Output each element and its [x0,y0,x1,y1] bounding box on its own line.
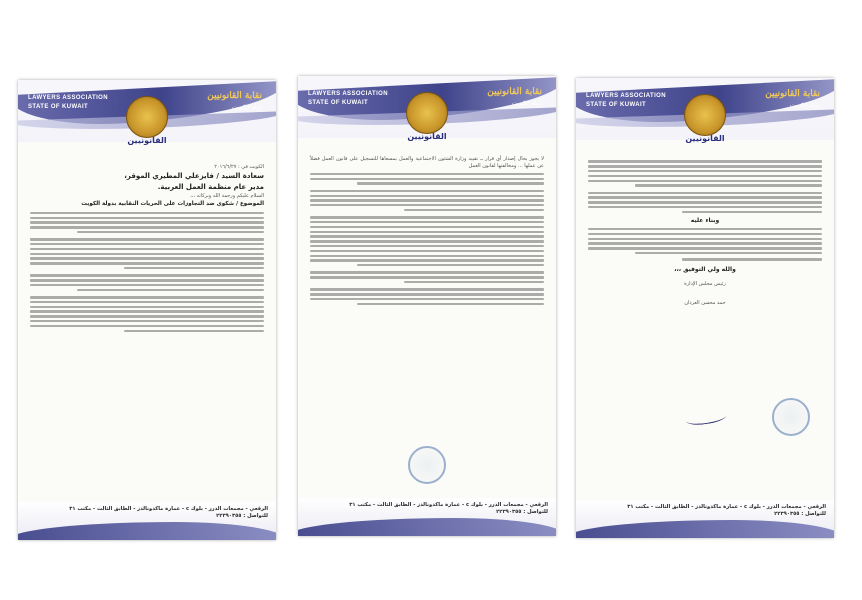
official-stamp-icon [408,446,446,484]
thanks-line: والله ولي التوفيق ،،، [674,265,736,273]
logo-text: القانونيين [685,134,725,143]
official-stamp-icon [772,398,810,436]
logo-text: القانونيين [407,132,447,141]
paragraph-lines [588,160,822,213]
paragraph-lines [588,228,822,261]
document-page-2 [298,76,556,536]
letterhead [576,78,834,143]
footer-phone: للتواصل : ٢٢٣٩٠٣٥٥ [774,511,826,517]
letter-footer [298,498,556,536]
association-logo-icon [406,92,448,134]
letter-date: الكويت في : ٢٠١٦/٦/٢٧ [214,164,264,170]
association-name-ar: نقابة القانونيين دولة الكويت [207,91,262,111]
letter-greeting: السلام عليكم ورحمة الله وبركاته ،،، [190,193,264,200]
association-name-en: LAWYERS ASSOCIATION STATE OF KUWAIT [28,95,108,110]
letter-body [30,164,264,492]
footer-phone: للتواصل : ٢٢٣٩٠٣٥٥ [216,513,268,519]
letter-recipient-title: مدير عام منظمة العمل العربية. [157,183,264,192]
document-page-1 [18,80,276,540]
letterhead [18,80,276,145]
association-name-ar: نقابة القانونيين دولة الكويت [765,89,820,109]
footer-address: الرقعي - مجمعات الدرر - بلوك c - عمارة ماكدونالدز - الطابق الثالث - مكتب ٣١ [349,502,548,508]
association-name-en: LAWYERS ASSOCIATION STATE OF KUWAIT [308,91,388,106]
paragraph-lines [310,173,544,305]
closing-heading: وبناء عليه [690,216,720,224]
letter-body [588,158,822,490]
association-name-ar: نقابة القانونيين دولة الكويت [487,87,542,107]
document-page-3 [576,78,834,538]
footer-phone: للتواصل : ٢٢٣٩٠٣٥٥ [496,509,548,515]
letter-body [310,156,544,488]
association-logo-icon [684,94,726,136]
footer-address: الرقعي - مجمعات الدرر - بلوك c - عمارة ماكدونالدز - الطابق الثالث - مكتب ٣١ [627,504,826,510]
footer-address: الرقعي - مجمعات الدرر - بلوك c - عمارة ماكدونالدز - الطابق الثالث - مكتب ٣١ [69,506,268,512]
letterhead [298,76,556,141]
letter-footer [576,500,834,538]
letter-footer [18,502,276,540]
signatory-title: رئيس مجلس الإدارة [684,280,726,287]
paragraph-intro: لا يجوز بحال إصدار أي قرار ــ تقييد وزارة الشئون الاجتماعية والعمل بمسعاها للتسجيل على قانون العمل فضلاً عن عملها ... ومخالفتها لقانون العمل [310,156,544,170]
association-logo-icon [126,96,168,138]
signatory-name: حمد محسن العردان [684,299,726,306]
paragraph-lines [30,212,264,332]
letter-recipient: سعادة السيد / فايزعلي المطيري الموقر، [124,172,264,181]
logo-text: القانونيين [127,136,167,145]
letter-subject: الموضوع / شكوى ضد التجاوزات على الحريات النقابية بدولة الكويت [81,201,264,208]
association-name-en: LAWYERS ASSOCIATION STATE OF KUWAIT [586,93,666,108]
